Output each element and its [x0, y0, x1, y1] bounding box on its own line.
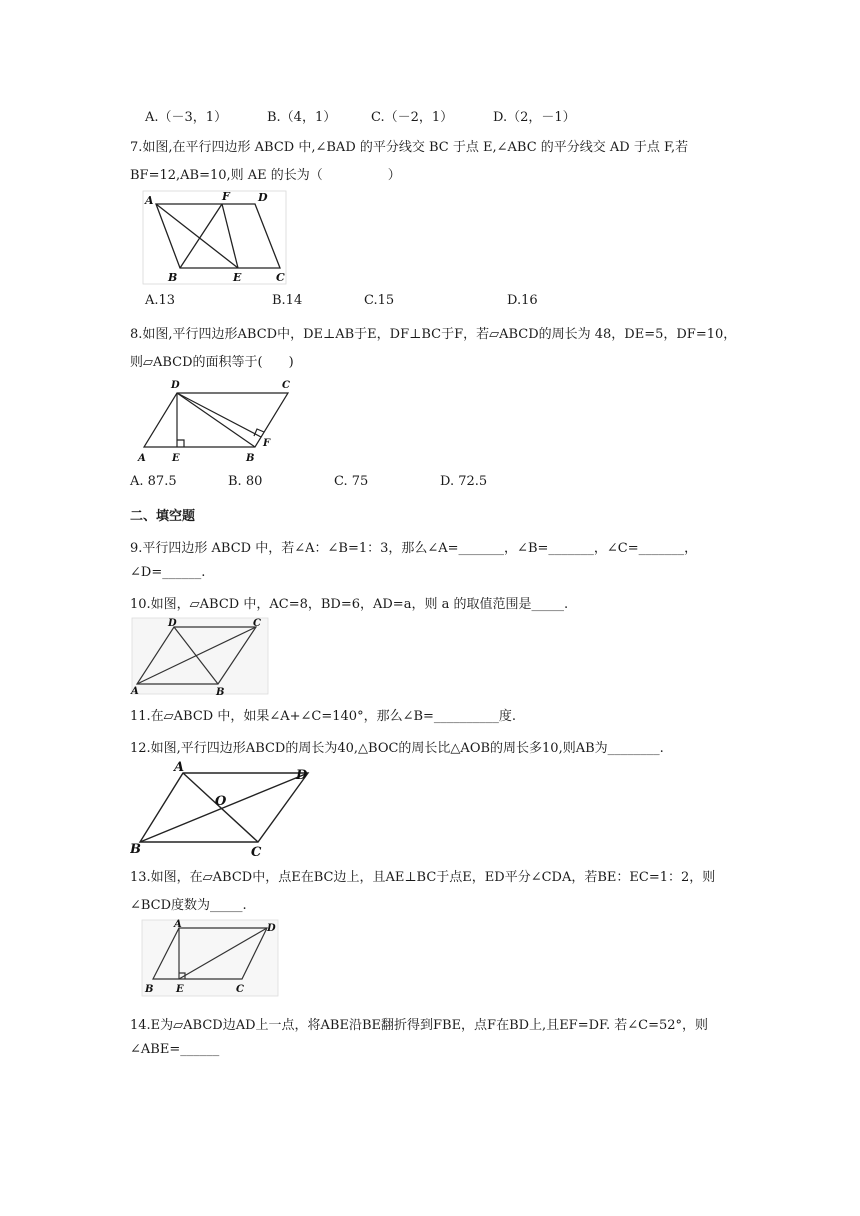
q12-label-o: O — [215, 794, 227, 809]
q7-option-a: A.13 — [145, 293, 176, 308]
q8-options — [130, 474, 730, 492]
q8-label-e: E — [172, 453, 180, 464]
q12-label-d: D — [296, 768, 308, 783]
q13-label-b: B — [145, 984, 154, 995]
q7-label-b: B — [168, 271, 178, 284]
q8-label-d: D — [171, 380, 180, 391]
q10-label-d: D — [168, 618, 177, 629]
q12-question-line1: 12.如图,平行四边形ABCD的周长为40,△BOC的周长比△AOB的周长多10,则AB为________. — [130, 741, 664, 756]
q10-question-line1: 10.如图，▱ABCD 中，AC=8，BD=6，AD=a，则 a 的取值范围是_____. — [130, 597, 569, 612]
q13-label-e: E — [176, 984, 184, 995]
q7-figure — [140, 188, 290, 288]
q6-option-b: B.（4，1） — [267, 110, 337, 125]
q10-label-a: A — [131, 686, 139, 696]
section-heading: 二、填空题 — [130, 509, 196, 524]
q8-option-a: A. 87.5 — [130, 474, 177, 489]
q8-label-c: C — [282, 380, 290, 391]
q7-options — [145, 293, 745, 311]
q8-figure — [130, 374, 300, 466]
q13-question-line2: ∠BCD度数为_____. — [130, 898, 247, 913]
q7-option-d: D.16 — [507, 293, 538, 308]
q6-option-a: A.（－3，1） — [145, 110, 228, 125]
q10-label-b: B — [216, 687, 225, 696]
q7-question-line1: 7.如图,在平行四边形 ABCD 中,∠BAD 的平分线交 BC 于点 E,∠ABC 的平分线交 AD 于点 F,若 — [130, 140, 689, 155]
q9-question-line1: 9.平行四边形 ABCD 中，若∠A：∠B=1：3，那么∠A=_______，∠B=_______，∠C=_______， — [130, 541, 698, 556]
q8-label-f: F — [263, 438, 271, 449]
q7-label-a: A — [145, 194, 154, 207]
q8-question-line1: 8.如图,平行四边形ABCD中，DE⊥AB于E，DF⊥BC于F，若▱ABCD的周长为 48，DE=5，DF=10， — [130, 327, 737, 342]
q12-figure — [130, 760, 320, 860]
q12-label-c: C — [251, 845, 262, 860]
q9-question-line2: ∠D=______. — [130, 565, 206, 580]
q8-option-b: B. 80 — [228, 474, 263, 489]
q10-figure — [130, 616, 270, 696]
q6-options — [145, 106, 745, 124]
q7-label-e: E — [233, 271, 242, 284]
q7-option-b: B.14 — [272, 293, 303, 308]
q8-option-c: C. 75 — [334, 474, 369, 489]
q7-label-d: D — [258, 191, 268, 204]
q14-question-line1: 14.E为▱ABCD边AD上一点，将ABE沿BE翻折得到FBE，点F在BD上,且EF=DF. 若∠C=52°，则 — [130, 1018, 709, 1033]
q6-option-d: D.（2，－1） — [493, 110, 576, 125]
q13-figure — [140, 918, 280, 998]
q13-label-c: C — [236, 984, 244, 995]
q14-question-line2: ∠ABE=______ — [130, 1042, 220, 1057]
q7-label-c: C — [276, 271, 285, 284]
q8-label-b: B — [246, 453, 255, 464]
q12-label-b: B — [130, 842, 141, 857]
q7-label-f: F — [222, 190, 230, 203]
q10-label-c: C — [253, 618, 261, 629]
q6-option-c: C.（－2，1） — [371, 110, 454, 125]
q13-label-d: D — [267, 923, 276, 934]
q8-question-line2: 则▱ABCD的面积等于( ) — [130, 355, 294, 370]
q12-label-a: A — [174, 760, 185, 775]
q8-label-a: A — [138, 453, 146, 464]
q13-label-a: A — [174, 919, 182, 930]
q7-option-c: C.15 — [364, 293, 395, 308]
q13-question-line1: 13.如图，在▱ABCD中，点E在BC边上，且AE⊥BC于点E，ED平分∠CDA，若BE：EC=1：2，则 — [130, 870, 716, 885]
q7-question-line2: BF=12,AB=10,则 AE 的长为（ ） — [130, 168, 401, 183]
q11-question-line1: 11.在▱ABCD 中，如果∠A+∠C=140°，那么∠B=__________度. — [130, 709, 517, 724]
q8-option-d: D. 72.5 — [440, 474, 488, 489]
